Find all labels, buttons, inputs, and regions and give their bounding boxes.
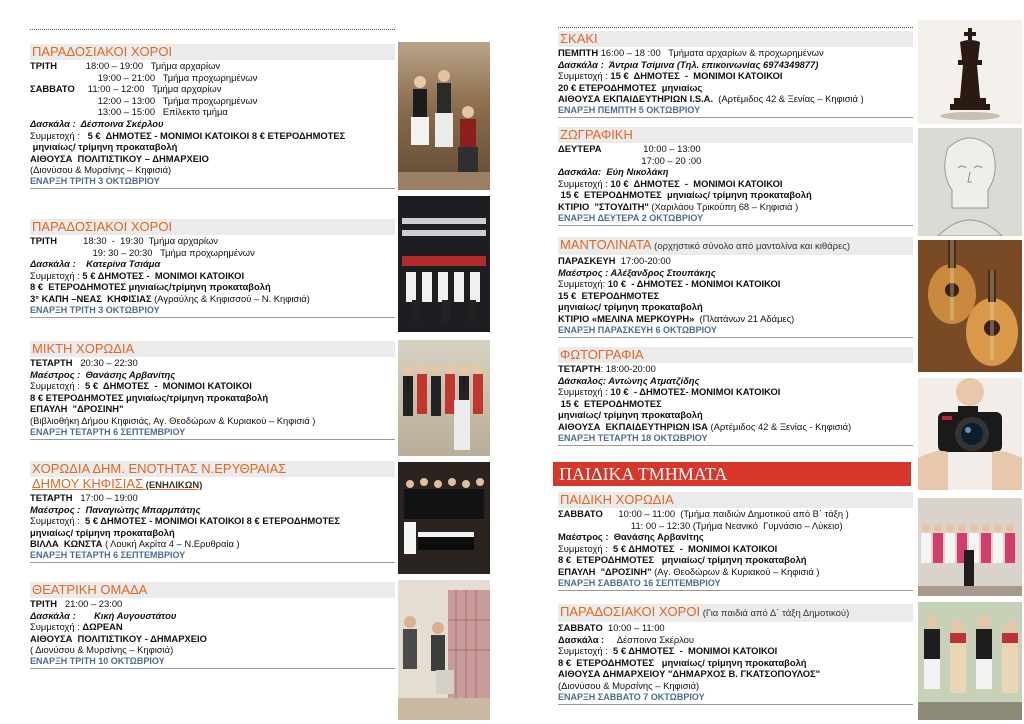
body-line [558, 313, 913, 325]
section-body [558, 508, 913, 578]
body-line [558, 657, 913, 669]
line-text: 5 € ΔΗΜΟΤΕΣ - ΜΟΝΙΜΟΙ ΚΑΤΟΙΚΟΙ [613, 645, 778, 657]
body-line [30, 369, 395, 381]
section-chess [558, 31, 913, 118]
body-line [30, 258, 395, 270]
body-line [30, 247, 395, 259]
body-line [558, 668, 913, 680]
body-line [30, 60, 395, 72]
line-text: Συμμετοχή : [30, 129, 88, 141]
body-line [30, 392, 395, 404]
body-line [30, 235, 395, 247]
line-text: Δέσποινα Σκέρλου [604, 633, 694, 645]
line-text: : 18:00-20:00 [600, 363, 656, 374]
line-text: (Διονύσου & Μυρσίνης – Κηφισιά) [558, 679, 700, 691]
body-line [558, 278, 913, 290]
body-line [558, 267, 913, 279]
section-body [558, 47, 913, 105]
body-line [30, 83, 395, 95]
line-text: ΣΑΒΒΑΤΟ [30, 83, 75, 95]
section-mandolinata [558, 237, 913, 338]
line-text: 20:30 – 22:30 [72, 357, 138, 368]
line-text: 11:00 – 12:00 Τμήμα αρχαρίων [74, 83, 222, 95]
line-text: 8 € ΕΤΕΡΟΔΗΜΟΤΕΣ μηνιαίως/ τρίμηνη προκαταβολή [558, 554, 807, 566]
line-text: 17:00 – 20 :00 [558, 154, 702, 166]
body-line [558, 543, 913, 555]
section-title: ΖΩΓΡΑΦΙΚΗ [558, 127, 913, 143]
body-line [30, 281, 395, 293]
section-body [30, 598, 395, 656]
body-line [558, 634, 913, 646]
line-text: Συμμετοχή : [30, 621, 83, 633]
line-text: Δέσποινα Σκέρλου [75, 117, 164, 129]
section-body [30, 357, 395, 427]
line-text: ΤΕΤΑΡΤΗ [558, 363, 601, 374]
line-text: 19:00 – 21:00 Τμήμα προχωρημένων [30, 71, 258, 83]
body-line [558, 178, 913, 190]
line-text: 19: 30 – 20:30 Τμήμα προχωρημένων [30, 246, 255, 258]
line-text: ΔΕΥΤΕΡΑ [558, 143, 602, 154]
line-text: ΑΙΘΟΥΣΑ ΔΗΜΑΡΧΕΙΟΥ "ΔΗΜΑΡΧΟΣ Β. ΓΚΑΤΣΟΠΟΥΛΟΣ" [558, 668, 821, 680]
line-text: ΑΙΘΟΥΣΑ ΕΚΠΑΙΔΕΥΤΗΡΙΩΝ ISA [558, 420, 708, 432]
section-title-2: ΔΗΜΟΥ ΚΗΦΙΣΙΑΣ [32, 477, 144, 491]
line-text: 18:30 - 19:30 Τμήμα αρχαρίων [57, 235, 218, 246]
section-title-row [558, 604, 913, 622]
start-date: ΕΝΑΡΞΗ ΤΡΙΤΗ 3 ΟΚΤΩΒΡΙΟΥ [30, 305, 395, 318]
section-theatre [30, 582, 395, 669]
body-line [30, 610, 395, 622]
body-line [558, 375, 913, 387]
body-line [30, 293, 395, 305]
body-line [30, 164, 395, 176]
section-title: ΣΚΑΚΙ [558, 31, 913, 47]
body-line [30, 403, 395, 415]
section-children-dance [558, 604, 913, 705]
line-text: Συμμετοχή: [558, 278, 608, 290]
line-text: ΣΑΒΒΑΤΟ [558, 508, 603, 519]
body-line [30, 118, 395, 130]
line-text: Δασκάλα: Εύη Νικολάκη [558, 166, 669, 178]
line-text: 13:00 – 15:00 Επίλεκτο τμήμα [30, 106, 228, 118]
top-dotted-rule-right [558, 27, 913, 28]
section-title-line2 [30, 477, 395, 492]
body-line [30, 380, 395, 392]
camera-photo [918, 378, 1022, 490]
line-text: (Βιβλιοθήκη Δήμου Κηφισιάς, Αγ. Θεοδώρων & Κυριακού – Κηφισιά ) [30, 414, 316, 426]
section-erythraia-choir [30, 461, 395, 563]
body-line [30, 621, 395, 633]
line-text: 15 € ΕΤΕΡΟΔΗΜΟΤΕΣ [558, 289, 660, 301]
body-line [558, 554, 913, 566]
section-title: ΠΑΡΑΔΟΣΙΑΚΟΙ ΧΟΡΟΙ [560, 604, 701, 619]
line-text: ΚΤΙΡΙΟ "ΣΤΟΥΔΙΤΗ" [558, 200, 649, 212]
line-text: ΠΕΜΠΤΗ [558, 47, 599, 58]
body-line [558, 93, 913, 105]
line-text: 5 € ΔΗΜΟΤΕΣ - ΜΟΝΙΜΟΙ ΚΑΤΟΙΚΟΙ [613, 542, 778, 554]
body-line [30, 357, 395, 369]
line-text: ΤΡΙΤΗ [30, 598, 58, 609]
body-line [30, 527, 395, 539]
body-line [558, 531, 913, 543]
section-dance-1 [30, 44, 395, 189]
section-body [30, 492, 395, 550]
body-line [558, 680, 913, 692]
line-text: ΤΡΙΤΗ [30, 235, 58, 246]
start-date: ΕΝΑΡΞΗ ΠΑΡΑΣΚΕΥΗ 6 ΟΚΤΩΒΡΙΟΥ [558, 325, 913, 338]
body-line [30, 492, 395, 504]
line-text: ΚΤΙΡΙΟ «ΜΕΛΙΝΑ ΜΕΡΚΟΥΡΗ» [558, 312, 695, 324]
line-text: (Αγ. Θεοδώρων & Κυριακού – Κηφισιά ) [651, 565, 820, 577]
start-date: ΕΝΑΡΞΗ ΤΕΤΑΡΤΗ 6 ΣΕΠΤΕΜΒΡΙΟΥ [30, 550, 395, 563]
section-body [558, 255, 913, 325]
section-mixed-choir [30, 341, 395, 440]
section-dance-2 [30, 219, 395, 318]
section-title-sub: (Για παιδιά από Δ΄ τάξη Δημοτικού) [700, 608, 850, 619]
start-date: ΕΝΑΡΞΗ ΠΕΜΠΤΗ 5 ΟΚΤΩΒΡΙΟΥ [558, 105, 913, 118]
line-text: (Αρτέμιδος 42 & Ξενίας - Κηφισιά) [707, 420, 852, 432]
section-title: ΦΩΤΟΓΡΑΦΙΑ [558, 347, 913, 363]
body-line [558, 363, 913, 375]
section-body [558, 143, 913, 213]
body-line [30, 106, 395, 118]
section-title: ΘΕΑΤΡΙΚΗ ΟΜΑΔΑ [30, 582, 395, 598]
body-line [558, 301, 913, 313]
start-date: ΕΝΑΡΞΗ ΣΑΒΒΑΤΟ 7 ΟΚΤΩΒΡΙΟΥ [558, 692, 913, 705]
start-date: ΕΝΑΡΞΗ ΤΡΙΤΗ 10 ΟΚΤΩΒΡΙΟΥ [30, 656, 395, 669]
body-line [558, 645, 913, 657]
line-text: ΤΡΙΤΗ [30, 60, 58, 71]
body-line [558, 201, 913, 213]
section-painting [558, 127, 913, 226]
body-line [30, 95, 395, 107]
line-text: 8 € ΕΤΕΡΟΔΗΜΟΤΕΣ μηνιαίως/ τρίμηνη προκαταβολή [558, 656, 807, 668]
section-body [558, 622, 913, 692]
section-body [30, 60, 395, 176]
body-line [30, 538, 395, 550]
line-text: Δασκάλα : Κική Αυγουστάτου [30, 609, 177, 621]
line-text: 5 € ΔΗΜΟΤΕΣ - ΜΟΝΙΜΟΙ ΚΑΤΟΙΚΟΙ 8 € ΕΤΕΡΟΔΗΜΟΤΕΣ [87, 129, 346, 141]
section-children-choir [558, 492, 913, 591]
line-text: Συμμετοχή : [558, 542, 613, 554]
line-text: Κατερίνα Τσιάμα [75, 258, 161, 270]
top-dotted-rule-left [30, 29, 395, 30]
section-title: ΠΑΡΑΔΟΣΙΑΚΟΙ ΧΟΡΟΙ [30, 44, 395, 60]
section-title-row [558, 237, 913, 255]
start-date: ΕΝΑΡΞΗ ΤΡΙΤΗ 3 ΟΚΤΩΒΡΙΟΥ [30, 176, 395, 189]
body-line [558, 398, 913, 410]
line-text: (Αγραύλης & Κηφισσού – Ν. Κηφισιά) [151, 292, 310, 304]
body-line [558, 409, 913, 421]
line-text: Μαέστρος : Παναγιώτης Μπαρμπάτης [30, 503, 201, 515]
line-text: Συμμετοχή : [30, 515, 85, 527]
body-line [558, 155, 913, 167]
line-text: ( Διονύσου & Μυρσίνης – Κηφισιά) [30, 644, 174, 656]
line-text: 10 € - ΔΗΜΟΤΕΣ - ΜΟΝΙΜΟΙ ΚΑΤΟΙΚΟΙ [607, 278, 781, 290]
line-text: 18:00 – 19:00 Τμήμα αρχαρίων [57, 60, 221, 71]
body-line [30, 598, 395, 610]
section-photography [558, 347, 913, 446]
line-text: 10:00 – 13:00 [601, 143, 701, 154]
body-line [558, 166, 913, 178]
body-line [558, 59, 913, 71]
line-text: 3° ΚΑΠΗ –ΝΕΑΣ ΚΗΦΙΣΙΑΣ [30, 292, 152, 304]
body-line [30, 644, 395, 656]
start-date: ΕΝΑΡΞΗ ΔΕΥΤΕΡΑ 2 ΟΚΤΩΒΡΙΟΥ [558, 213, 913, 226]
children-costumes-photo [918, 602, 1022, 720]
section-title: ΠΑΡΑΔΟΣΙΑΚΟΙ ΧΟΡΟΙ [30, 219, 395, 235]
line-text: 5 € ΔΗΜΟΤΕΣ - ΜΟΝΙΜΟΙ ΚΑΤΟΙΚΟΙ [85, 380, 252, 392]
line-text: (Πλατάνων 21 Αδάμες) [694, 312, 795, 324]
body-line [558, 290, 913, 302]
statue-bust-photo [918, 128, 1022, 236]
line-text: Άντρια Τσίμινα (Τηλ. επικοινωνίας 6974349877) [606, 58, 819, 70]
line-text: ΕΠΑΥΛΗ "ΔΡΟΣΙΝΗ" [558, 565, 652, 577]
line-text: 10:00 – 11:00 (Τμήμα παιδιών Δημοτικού από Β΄ τάξη ) [602, 508, 849, 519]
line-text: Μαέστρος : Αλέξανδρος Στουπάκης [558, 266, 716, 278]
start-date: ΕΝΑΡΞΗ ΤΕΤΑΡΤΗ 18 ΟΚΤΩΒΡΙΟΥ [558, 433, 913, 446]
chess-king-icon [918, 20, 1022, 124]
section-title: ΧΟΡΩΔΙΑ ΔΗΜ. ΕΝΟΤΗΤΑΣ Ν.ΕΡΥΘΡΑΙΑΣ [30, 461, 395, 477]
dance-troupe-photo [398, 196, 490, 332]
line-text: ΑΙΘΟΥΣΑ ΠΟΛΙΤΙΣΤΙΚΟΥ - ΔΗΜΑΡΧΕΙΟ [30, 632, 207, 644]
line-text: 8 € ΕΤΕΡΟΔΗΜΟΤΕΣ μηνιαίως/τρίμηνη προκαταβολή [30, 391, 269, 403]
line-text: 5 € ΔΗΜΟΤΕΣ - ΜΟΝΙΜΟΙ ΚΑΤΟΙΚΟΙ [82, 269, 245, 281]
line-text: ΑΙΘΟΥΣΑ ΠΟΛΙΤΙΣΤΙΚΟΥ – ΔΗΜΑΡΧΕΙΟ [30, 152, 209, 164]
start-date: ΕΝΑΡΞΗ ΤΕΤΑΡΤΗ 6 ΣΕΠΤΕΜΒΡΙΟΥ [30, 427, 395, 440]
section-title-sub: (ορχηστικό σύνολο από μαντολίνα και κιθάρες) [651, 241, 851, 252]
section-body [30, 235, 395, 305]
body-line [558, 189, 913, 201]
line-text: 8 € ΕΤΕΡΟΔΗΜΟΤΕΣ μηνιαίως/τρίμηνη προκαταβολή [30, 281, 271, 293]
line-text: (Χαριλάου Τρικούπη 68 – Κηφισιά ) [648, 200, 799, 212]
body-line [30, 270, 395, 282]
line-text: 20 € ΕΤΕΡΟΔΗΜΟΤΕΣ μηνιαίως [558, 81, 703, 93]
choir-piano-photo [398, 462, 490, 574]
section-body [558, 363, 913, 433]
line-text: 10 € ΔΗΜΟΤΕΣ - ΜΟΝΙΜΟΙ ΚΑΤΟΙΚΟΙ [610, 177, 783, 189]
section-title: ΜΙΚΤΗ ΧΟΡΩΔΙΑ [30, 341, 395, 357]
line-text: 17:00-20:00 [615, 255, 671, 266]
line-text: 12:00 – 13:00 Τμήμα προχωρημένων [30, 94, 258, 106]
line-text: 21:00 – 23:00 [57, 598, 123, 609]
body-line [558, 70, 913, 82]
line-text: 17:00 – 19:00 [72, 492, 138, 503]
body-line [558, 622, 913, 634]
line-text: Δασκάλα : [30, 258, 76, 270]
line-text: 11: 00 – 12:30 (Τμήμα Νεανικό Γυμνάσιο – Λύκειο) [558, 519, 843, 531]
body-line [558, 82, 913, 94]
body-line [558, 520, 913, 532]
body-line [30, 633, 395, 645]
line-text: ΠΑΡΑΣΚΕΥΗ [558, 255, 616, 266]
line-text: ΔΩΡΕΑΝ [82, 621, 123, 633]
body-line [558, 421, 913, 433]
body-line [30, 504, 395, 516]
body-line [558, 47, 913, 59]
line-text: Συμμετοχή : [558, 386, 611, 398]
body-line [30, 415, 395, 427]
line-text: ΒΙΛΛΑ ΚΩΝΣΤΑ [30, 538, 103, 550]
line-text: ΤΕΤΑΡΤΗ [30, 492, 73, 503]
line-text: ΕΠΑΥΛΗ "ΔΡΟΣΙΝΗ" [30, 403, 124, 415]
section-title-2-sub: (ΕΝΗΛΙΚΩΝ) [143, 480, 203, 491]
line-text: 15 € ΕΤΕΡΟΔΗΜΟΤΕΣ [558, 397, 662, 409]
line-text: μηνιαίως/ τρίμηνη προκαταβολή [30, 526, 175, 538]
line-text: 10:00 – 11:00 [602, 622, 665, 633]
body-line [30, 515, 395, 527]
line-text: Συμμετοχή : [558, 177, 611, 189]
line-text: 15 € ΔΗΜΟΤΕΣ - ΜΟΝΙΜΟΙ ΚΑΤΟΙΚΟΙ [610, 70, 783, 82]
guitars-photo [918, 240, 1022, 372]
line-text: μηνιαίως/ τρίμηνη προκαταβολή [558, 301, 703, 313]
body-line [558, 566, 913, 578]
line-text: ΑΙΘΟΥΣΑ ΕΚΠΑΙΔΕΥΤΗΡΙΩΝ I.S.A. [558, 93, 714, 105]
line-text: (Διονύσου & Μυρσίνης – Κηφισιά) [30, 164, 172, 176]
line-text: Μαέστρος : Θανάσης Αρβανίτης [30, 368, 176, 380]
line-text: Συμμετοχή : [30, 269, 83, 281]
section-title: ΜΑΝΤΟΛΙΝΑΤΑ [560, 237, 652, 252]
line-text: (Αρτέμιδος 42 & Ξενίας – Κηφισιά ) [713, 93, 864, 105]
line-text: ΤΕΤΑΡΤΗ [30, 357, 73, 368]
body-line [558, 386, 913, 398]
line-text: Δασκάλα : [558, 633, 605, 645]
line-text: μηνιαίως/ τρίμηνη προκαταβολή [558, 409, 703, 421]
line-text: ΣΑΒΒΑΤΟ [558, 622, 603, 633]
mixed-choir-photo [398, 340, 490, 456]
line-text: Συμμετοχή : [558, 645, 613, 657]
line-text: ( Λουκή Ακρίτα 4 – Ν.Ερυθραία ) [102, 538, 240, 550]
start-date: ΕΝΑΡΞΗ ΣΑΒΒΑΤΟ 16 ΣΕΠΤΕΜΒΡΙΟΥ [558, 578, 913, 591]
line-text: 15 € ΕΤΕΡΟΔΗΜΟΤΕΣ μηνιαίως/ τρίμηνη προκαταβολή [558, 189, 812, 201]
line-text: 5 € ΔΗΜΟΤΕΣ - ΜΟΝΙΜΟΙ ΚΑΤΟΙΚΟΙ 8 € ΕΤΕΡΟΔΗΜΟΤΕΣ [85, 515, 341, 527]
dancers-photo [398, 42, 490, 190]
body-line [30, 141, 395, 153]
line-text: Συμμετοχή : [558, 70, 611, 82]
line-text: Συμμετοχή : [30, 380, 85, 392]
line-text: μηνιαίως/ τρίμηνη προκαταβολή [30, 141, 178, 153]
section-title: ΠΑΙΔΙΚΗ ΧΟΡΩΔΙΑ [558, 492, 913, 508]
line-text: 10 € - ΔΗΜΟΤΕΣ- ΜΟΝΙΜΟΙ ΚΑΤΟΙΚΟΙ [610, 386, 781, 398]
line-text: Δασκάλα : [30, 117, 76, 129]
body-line [30, 130, 395, 142]
theatre-photo [398, 580, 490, 720]
line-text: Δασκάλα : [558, 58, 607, 70]
line-text: 16:00 – 18 :00 Τμήματα αρχαρίων & προχωρημένων [598, 47, 824, 58]
body-line [30, 153, 395, 165]
body-line [558, 508, 913, 520]
body-line [558, 255, 913, 267]
body-line [558, 143, 913, 155]
line-text: Μαέστρος : Θανάσης Αρβανίτης [558, 531, 704, 543]
children-banner: ΠΑΙΔΙΚΑ ΤΜΗΜΑΤΑ [553, 462, 911, 486]
line-text: Δάσκαλος: Αντώνης Ατματζίδης [558, 374, 700, 386]
body-line [30, 72, 395, 84]
children-choir-photo [918, 498, 1022, 596]
